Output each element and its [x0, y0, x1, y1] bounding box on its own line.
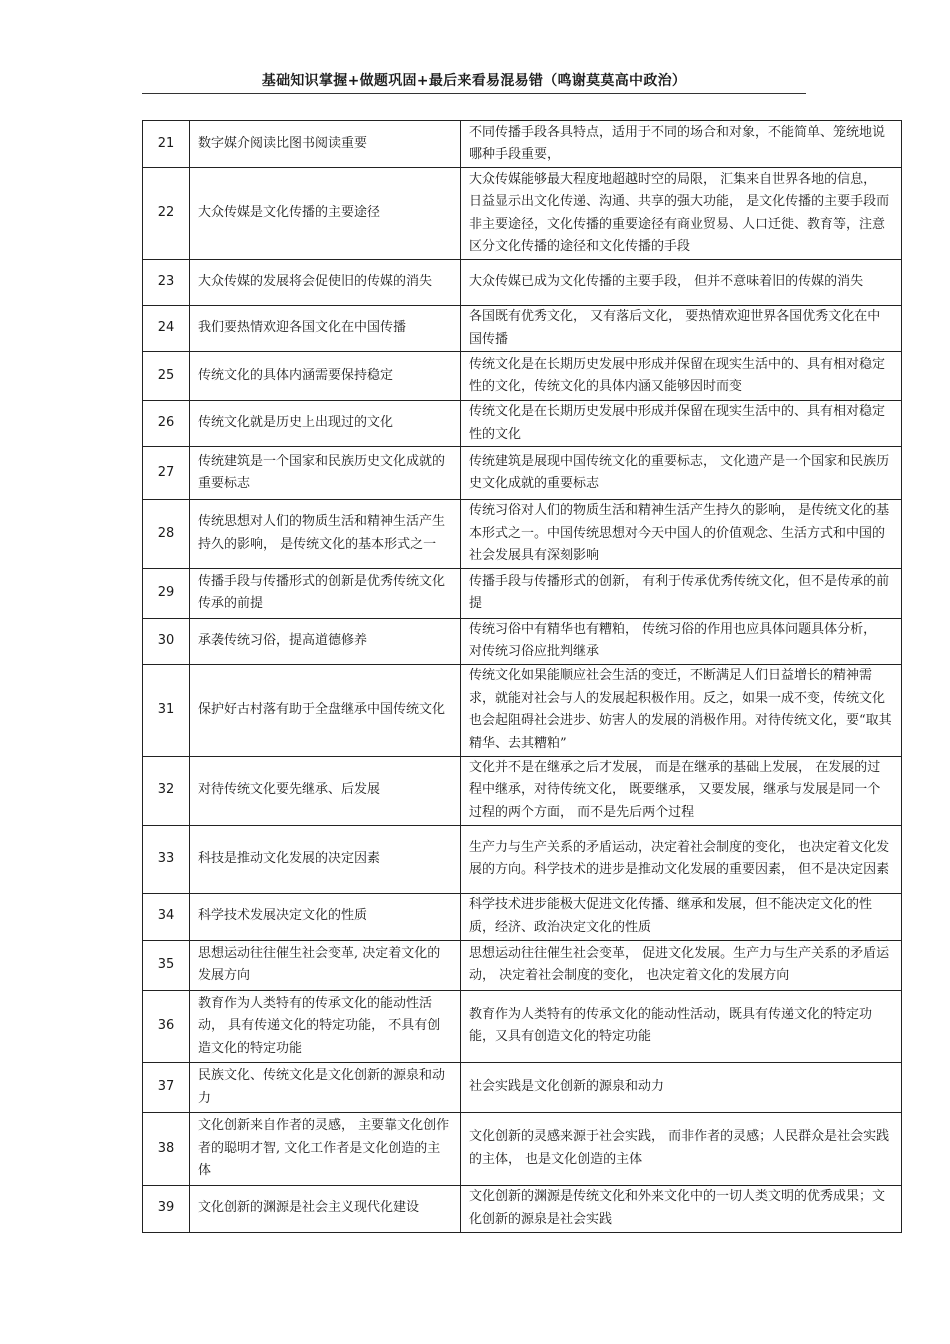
table-row [143, 618, 902, 664]
row-number: 34 [143, 893, 190, 940]
row-number: 22 [143, 168, 190, 260]
explanation-text: 教育作为人类特有的传承文化的能动性活动，既具有传递文化的特定功能，又具有创造文化的特定功能 [461, 990, 902, 1063]
misconception-statement: 我们要热情欢迎各国文化在中国传播 [190, 306, 461, 352]
misconception-statement: 科学技术发展决定文化的性质 [190, 893, 461, 940]
row-number: 33 [143, 825, 190, 893]
misconception-statement: 大众传媒的发展将会促使旧的传媒的消失 [190, 260, 461, 306]
row-number: 35 [143, 940, 190, 990]
explanation-text: 文化创新的渊源是传统文化和外来文化中的一切人类文明的优秀成果；文化创新的源泉是社会实践 [461, 1185, 902, 1232]
explanation-text: 社会实践是文化创新的源泉和动力 [461, 1063, 902, 1113]
misconception-statement: 教育作为人类特有的传承文化的能动性活动， 具有传递文化的特定功能， 不具有创造文化的特定功能 [190, 990, 461, 1063]
row-number: 28 [143, 500, 190, 569]
misconception-statement: 文化创新来自作者的灵感， 主要靠文化创作者的聪明才智, 文化工作者是文化创造的主体 [190, 1113, 461, 1186]
misconception-statement: 传播手段与传播形式的创新是优秀传统文化传承的前提 [190, 568, 461, 618]
misconception-statement: 科技是推动文化发展的决定因素 [190, 825, 461, 893]
table-row [143, 447, 902, 500]
misconception-statement: 思想运动往往催生社会变革, 决定着文化的发展方向 [190, 940, 461, 990]
table-row [143, 306, 902, 352]
table-row [143, 940, 902, 990]
table-row [143, 260, 902, 306]
misconception-statement: 保护好古村落有助于全盘继承中国传统文化 [190, 664, 461, 756]
explanation-text: 大众传媒能够最大程度地超越时空的局限， 汇集来自世界各地的信息， 日益显示出文化传递、沟通、共享的强大功能， 是文化传播的主要手段而非主要途径，文化传播的重要途径有商业贸易、人口迁徙、教育等，注意区分文化传播的途径和文化传播的手段 [461, 168, 902, 260]
table-row [143, 1185, 902, 1232]
explanation-text: 文化创新的灵感来源于社会实践， 而非作者的灵感；人民群众是社会实践的主体， 也是文化创造的主体 [461, 1113, 902, 1186]
explanation-text: 各国既有优秀文化， 又有落后文化， 要热情欢迎世界各国优秀文化在中国传播 [461, 306, 902, 352]
misconception-statement: 传统文化的具体内涵需要保持稳定 [190, 352, 461, 401]
misconception-statement: 承袭传统习俗，提高道德修养 [190, 618, 461, 664]
misconception-statement: 对待传统文化要先继承、后发展 [190, 756, 461, 825]
row-number: 38 [143, 1113, 190, 1186]
explanation-text: 科学技术进步能极大促进文化传播、继承和发展，但不能决定文化的性质，经济、政治决定文化的性质 [461, 893, 902, 940]
explanation-text: 传统习俗对人们的物质生活和精神生活产生持久的影响， 是传统文化的基本形式之一。中国传统思想对今天中国人的价值观念、生活方式和中国的社会发展具有深刻影响 [461, 500, 902, 569]
row-number: 24 [143, 306, 190, 352]
row-number: 23 [143, 260, 190, 306]
misconception-statement: 传统文化就是历史上出现过的文化 [190, 401, 461, 447]
explanation-text: 思想运动往往催生社会变革， 促进文化发展。生产力与生产关系的矛盾运动， 决定着社会制度的变化， 也决定着文化的发展方向 [461, 940, 902, 990]
misconception-statement: 大众传媒是文化传播的主要途径 [190, 168, 461, 260]
row-number: 21 [143, 121, 190, 168]
explanation-text: 生产力与生产关系的矛盾运动，决定着社会制度的变化， 也决定着文化发展的方向。科学技术的进步是推动文化发展的重要因素， 但不是决定因素 [461, 825, 902, 893]
row-number: 31 [143, 664, 190, 756]
row-number: 25 [143, 352, 190, 401]
explanation-text: 传统文化是在长期历史发展中形成并保留在现实生活中的、具有相对稳定性的文化，传统文化的具体内涵又能够因时而变 [461, 352, 902, 401]
table-row [143, 825, 902, 893]
table-row [143, 352, 902, 401]
explanation-text: 大众传媒已成为文化传播的主要手段， 但并不意味着旧的传媒的消失 [461, 260, 902, 306]
page-header-title: 基础知识掌握+做题巩固+最后来看易混易错（鸣谢莫莫高中政治） [261, 73, 687, 89]
row-number: 30 [143, 618, 190, 664]
table-row [143, 1113, 902, 1186]
table-row [143, 500, 902, 569]
row-number: 27 [143, 447, 190, 500]
row-number: 29 [143, 568, 190, 618]
explanation-text: 传播手段与传播形式的创新， 有利于传承优秀传统文化，但不是传承的前提 [461, 568, 902, 618]
table-row [143, 893, 902, 940]
explanation-text: 传统文化是在长期历史发展中形成并保留在现实生活中的、具有相对稳定性的文化 [461, 401, 902, 447]
table-row [143, 401, 902, 447]
table-row [143, 168, 902, 260]
table-row [143, 121, 902, 168]
header-divider [142, 93, 806, 94]
misconception-statement: 传统思想对人们的物质生活和精神生活产生持久的影响， 是传统文化的基本形式之一 [190, 500, 461, 569]
error-correction-table [142, 120, 902, 1233]
row-number: 37 [143, 1063, 190, 1113]
misconception-statement: 数字媒介阅读比图书阅读重要 [190, 121, 461, 168]
table-row [143, 664, 902, 756]
explanation-text: 不同传播手段各具特点，适用于不同的场合和对象，不能简单、笼统地说哪种手段重要， [461, 121, 902, 168]
explanation-text: 传统文化如果能顺应社会生活的变迁，不断满足人们日益增长的精神需求，就能对社会与人的发展起积极作用。反之，如果一成不变，传统文化也会起阻碍社会进步、妨害人的发展的消极作用。对待传统文化，要“取其精华、去其糟粕” [461, 664, 902, 756]
explanation-text: 传统建筑是展现中国传统文化的重要标志， 文化遗产是一个国家和民族历史文化成就的重要标志 [461, 447, 902, 500]
table-row [143, 568, 902, 618]
explanation-text: 文化并不是在继承之后才发展， 而是在继承的基础上发展， 在发展的过程中继承，对待传统文化， 既要继承， 又要发展，继承与发展是同一个过程的两个方面， 而不是先后两个过程 [461, 756, 902, 825]
misconception-statement: 民族文化、传统文化是文化创新的源泉和动力 [190, 1063, 461, 1113]
table-row [143, 990, 902, 1063]
explanation-text: 传统习俗中有精华也有糟粕， 传统习俗的作用也应具体问题具体分析， 对传统习俗应批判继承 [461, 618, 902, 664]
table-row [143, 1063, 902, 1113]
row-number: 26 [143, 401, 190, 447]
row-number: 36 [143, 990, 190, 1063]
table-row [143, 756, 902, 825]
row-number: 39 [143, 1185, 190, 1232]
row-number: 32 [143, 756, 190, 825]
misconception-statement: 文化创新的渊源是社会主义现代化建设 [190, 1185, 461, 1232]
misconception-statement: 传统建筑是一个国家和民族历史文化成就的重要标志 [190, 447, 461, 500]
